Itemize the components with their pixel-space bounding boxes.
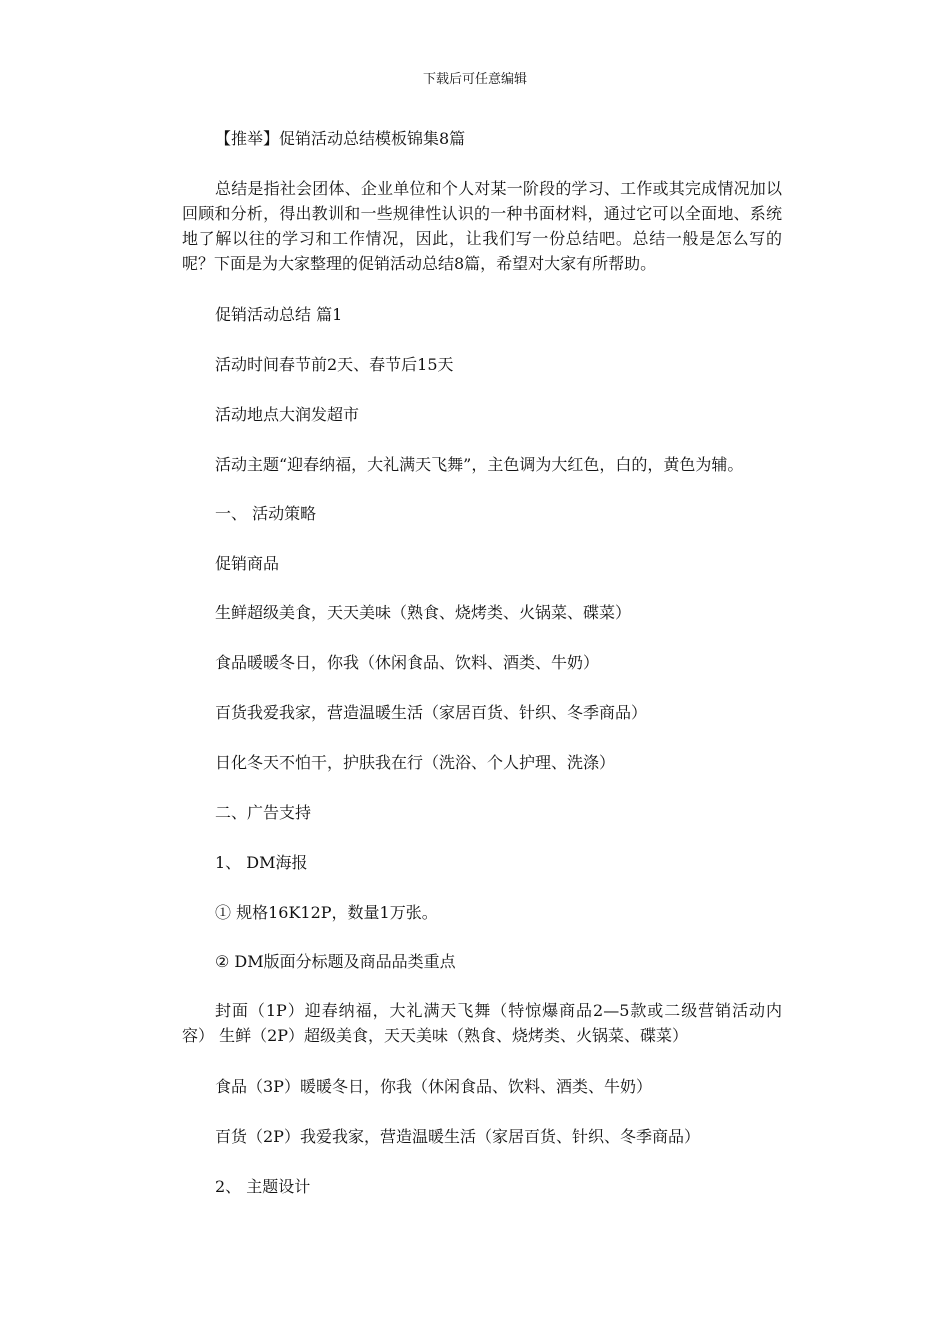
cover-paragraph: 封面（1P）迎春纳福，大礼满天飞舞（特惊爆商品2—5款或二级营销活动内容） 生鲜（2P）超级美食，天天美味（熟食、烧烤类、火锅菜、碟菜） bbox=[182, 1001, 782, 1045]
ad-support-heading: 二、广告支持 bbox=[215, 803, 312, 822]
promo-item-food: 食品暖暖冬日，你我（休闲食品、饮料、酒类、牛奶） bbox=[215, 653, 600, 672]
dm-spec: ① 规格16K12P，数量1万张。 bbox=[215, 903, 438, 922]
promo-item-daily-chemical: 日化冬天不怕干，护肤我在行（洗浴、个人护理、洗涤） bbox=[215, 753, 616, 772]
promo-item-household: 百货我爱我家，营造温暖生活（家居百货、针织、冬季商品） bbox=[215, 703, 648, 722]
goods-line: 百货（2P）我爱我家，营造温暖生活（家居百货、针织、冬季商品） bbox=[215, 1127, 700, 1146]
promo-goods-heading: 促销商品 bbox=[215, 554, 280, 573]
dm-layout: ② DM版面分标题及商品品类重点 bbox=[215, 952, 456, 971]
header-note: 下载后可任意编辑 bbox=[422, 72, 527, 87]
promo-item-fresh: 生鲜超级美食，天天美味（熟食、烧烤类、火锅菜、碟菜） bbox=[215, 603, 632, 622]
food-line: 食品（3P）暖暖冬日，你我（休闲食品、饮料、酒类、牛奶） bbox=[215, 1077, 652, 1096]
dm-poster-heading: 1、 DM海报 bbox=[215, 853, 308, 872]
activity-theme: 活动主题“迎春纳福，大礼满天飞舞”，主色调为大红色，白的，黄色为辅。 bbox=[215, 455, 744, 474]
activity-time: 活动时间春节前2天、春节后15天 bbox=[215, 355, 454, 374]
theme-design-heading: 2、 主题设计 bbox=[215, 1177, 311, 1196]
strategy-heading: 一、 活动策略 bbox=[215, 504, 317, 523]
activity-place: 活动地点大润发超市 bbox=[215, 405, 360, 424]
document-title: 【推举】促销活动总结模板锦集8篇 bbox=[215, 129, 466, 148]
section-heading: 促销活动总结 篇1 bbox=[215, 305, 343, 324]
intro-paragraph: 总结是指社会团体、企业单位和个人对某一阶段的学习、工作或其完成情况加以回顾和分析，得出教训和一些规律性认识的一种书面材料，通过它可以全面地、系统地了解以往的学习和工作情况，因此，让我们写一份总结吧。总结一般是怎么写的呢？下面是为大家整理的促销活动总结8篇，希望对大家有所帮助。 bbox=[182, 179, 782, 273]
